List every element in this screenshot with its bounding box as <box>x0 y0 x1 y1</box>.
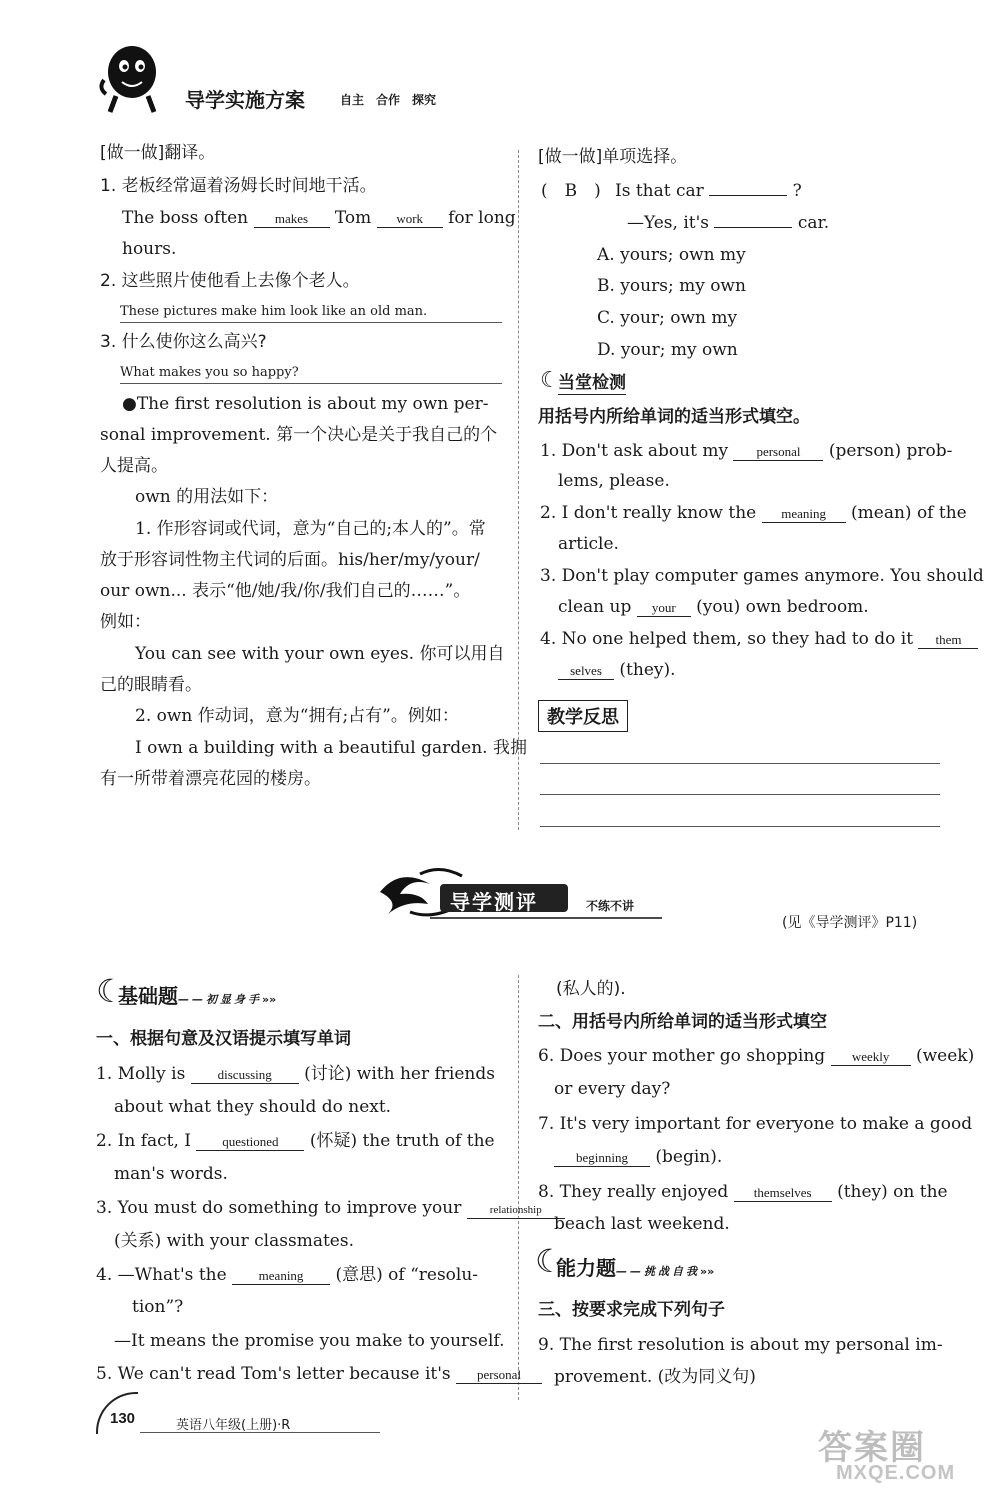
part-two-heading: 二、用括号内所给单词的适当形式填空 <box>538 1012 827 1032</box>
reflection-line <box>540 826 940 827</box>
note-line: sonal improvement. 第一个决心是关于我自己的个 <box>100 425 498 445</box>
answer-blank: your <box>637 600 691 617</box>
note-line: 2. own 作动词，意为“拥有;占有”。例如： <box>135 706 459 726</box>
answer-blank: beginning <box>554 1150 650 1167</box>
choice-question: Is that car ? <box>615 181 802 201</box>
watermark-url: MXQE.COM <box>836 1462 956 1484</box>
section-title-ability: 能力题——挑战自我»» <box>556 1256 715 1280</box>
exercise-heading: [做一做]单项选择。 <box>538 147 688 167</box>
answer-blank: work <box>377 211 443 228</box>
section-title-basic: 基础题——初显身手»» <box>118 984 277 1008</box>
q1-chinese: 1. 老板经常逼着汤姆长时间地干活。 <box>100 176 377 196</box>
basic-q8: 8. They really enjoyed themselves (they) on the <box>538 1182 948 1202</box>
note-line: 有一所带着漂亮花园的楼房。 <box>100 769 321 789</box>
q1-english-cont: hours. <box>122 239 177 259</box>
basic-q1-cont: about what they should do next. <box>114 1097 392 1117</box>
reflection-line <box>540 763 940 764</box>
part-three-heading: 三、按要求完成下列句子 <box>538 1300 725 1320</box>
header-title: 导学实施方案 <box>185 88 305 112</box>
basic-q4-reply: —It means the promise you make to yourself. <box>114 1331 505 1351</box>
q3-answer: What makes you so happy? <box>120 365 299 380</box>
note-line: our own... 表示“他/她/我/你/我们自己的……”。 <box>100 581 471 601</box>
basic-q6-cont: or every day? <box>554 1079 671 1099</box>
answer-blank: meaning <box>762 506 846 523</box>
note-line: ●The first resolution is about my own per- <box>122 394 489 414</box>
note-line: 人提高。 <box>100 456 168 476</box>
basic-q7-cont: beginning (begin). <box>554 1146 722 1168</box>
answer-blank: makes <box>254 211 330 228</box>
book-title: 英语八年级(上册)·R <box>176 1418 291 1433</box>
basic-q5: 5. We can't read Tom's letter because it's personal <box>96 1363 542 1385</box>
option-d: D. your; my own <box>597 340 738 360</box>
answer-blank: relationship <box>467 1202 565 1219</box>
answer-blank: themselves <box>734 1185 832 1202</box>
moon-icon: ☾ <box>535 1242 564 1280</box>
answer-blank: them <box>918 632 978 649</box>
answer-blank: meaning <box>232 1268 330 1285</box>
choice-question-2: —Yes, it's car. <box>627 213 830 233</box>
basic-q3: 3. You must do something to improve your relationship <box>96 1197 565 1219</box>
note-line: 例如： <box>100 612 151 632</box>
q2-answer: These pictures make him look like an old man. <box>120 304 428 319</box>
note-line: I own a building with a beautiful garden. 我拥 <box>135 738 527 758</box>
basic-q4-cont: tion”? <box>132 1297 184 1317</box>
basic-q4: 4. —What's the meaning (意思) of “resolu- <box>96 1265 479 1285</box>
moon-icon: ☾ <box>540 368 560 393</box>
check-q4: 4. No one helped them, so they had to do it them <box>540 628 978 650</box>
part-one-heading: 一、根据句意及汉语提示填写单词 <box>96 1029 351 1049</box>
check-q1: 1. Don't ask about my personal (person) prob- <box>540 441 953 461</box>
page-number: 130 <box>110 1410 136 1427</box>
check-q3: 3. Don't play computer games anymore. You should <box>540 566 984 586</box>
basic-q6: 6. Does your mother go shopping weekly (week) <box>538 1046 975 1066</box>
check-q1-cont: lems, please. <box>558 471 670 491</box>
watermark-text: 答案圈 <box>818 1428 926 1468</box>
basic-q1: 1. Molly is discussing (讨论) with her friends <box>96 1064 495 1084</box>
choice-paren: ( B ) <box>541 181 601 201</box>
basic-q7: 7. It's very important for everyone to make a good <box>538 1114 973 1134</box>
ability-q9-cont: provement. (改为同义句) <box>554 1367 756 1387</box>
answer-blank: personal <box>456 1367 542 1384</box>
answer-blank: weekly <box>831 1049 911 1066</box>
basic-q3-cont: (关系) with your classmates. <box>114 1231 354 1251</box>
mascot-icon <box>96 40 166 118</box>
check-q4-cont: selves (they). <box>558 659 676 681</box>
answer-blank <box>709 195 787 196</box>
check-q2-cont: article. <box>558 534 619 554</box>
basic-q2-cont: man's words. <box>114 1164 228 1184</box>
q1-english: The boss often makes Tom work for long <box>122 208 516 228</box>
answer-blank <box>714 227 792 228</box>
ability-q9: 9. The first resolution is about my personal im- <box>538 1335 943 1355</box>
note-line: 1. 作形容词或代词，意为“自己的;本人的”。常 <box>135 519 486 539</box>
check-q2: 2. I don't really know the meaning (mean) of the <box>540 503 967 523</box>
answer-blank: personal <box>733 444 823 461</box>
reflection-line <box>540 794 940 795</box>
banner-tag: 不练不讲 <box>586 899 635 913</box>
note-line: You can see with your own eyes. 你可以用自 <box>135 644 505 664</box>
section-title-reflection: 教学反思 <box>538 700 628 732</box>
section-title-check: 当堂检测 <box>558 373 626 393</box>
basic-q5-cont: (私人的). <box>556 979 626 999</box>
column-divider <box>518 975 519 1400</box>
answer-blank: discussing <box>191 1067 299 1084</box>
header-subtitle: 自主 合作 探究 <box>340 93 437 107</box>
banner-reference: (见《导学测评》P11) <box>782 915 918 931</box>
moon-icon: ☾ <box>96 972 125 1010</box>
column-divider <box>518 150 519 830</box>
option-a: A. yours; own my <box>597 245 746 265</box>
banner-title: 导学测评 <box>450 890 538 914</box>
option-c: C. your; own my <box>597 308 738 328</box>
basic-q8-cont: beach last weekend. <box>554 1214 730 1234</box>
note-line: own 的用法如下： <box>135 487 279 507</box>
answer-blank: selves <box>558 663 614 680</box>
note-line: 放于形容词性物主代词的后面。his/her/my/your/ <box>100 550 480 570</box>
q3-chinese: 3. 什么使你这么高兴? <box>100 332 267 352</box>
option-b: B. yours; my own <box>597 276 746 296</box>
check-instruction: 用括号内所给单词的适当形式填空。 <box>538 407 810 427</box>
basic-q2: 2. In fact, I questioned (怀疑) the truth of the <box>96 1131 495 1151</box>
exercise-heading: [做一做]翻译。 <box>100 143 216 163</box>
note-line: 己的眼睛看。 <box>100 675 202 695</box>
q2-chinese: 2. 这些照片使他看上去像个老人。 <box>100 271 360 291</box>
answer-blank: questioned <box>196 1134 304 1151</box>
check-q3-cont: clean up your (you) own bedroom. <box>558 597 869 617</box>
